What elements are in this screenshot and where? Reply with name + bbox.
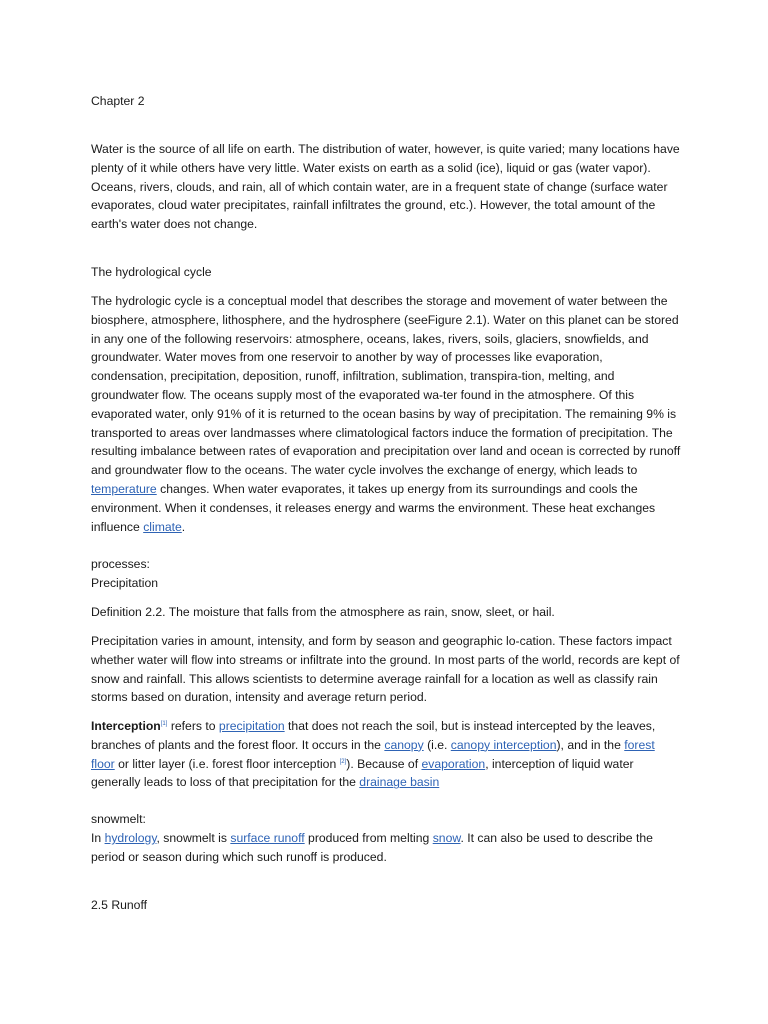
hydrology-link[interactable]: hydrology bbox=[104, 831, 157, 845]
snowmelt-text-2: , snowmelt is bbox=[156, 831, 227, 845]
canopy-link[interactable]: canopy bbox=[384, 737, 424, 752]
interception-text-4: ), and in the bbox=[556, 737, 621, 752]
evaporation-link[interactable]: evaporation bbox=[421, 756, 486, 771]
snow-link[interactable]: snow bbox=[432, 831, 461, 845]
snowmelt-paragraph bbox=[91, 829, 681, 867]
intro-paragraph: Water is the source of all life on earth. The distribution of water, however, is quite varied; many locations have plenty of it while others have very little. Water exists on earth as a solid (ice), liquid or gas (water vapor). Oceans, rivers, clouds, and rain, all of which contain water, are in a frequent state of change (surface water evaporates, cloud water precipitates, rainfall infiltrates the ground, etc.). However, the total amount of the earth's water does not change. bbox=[91, 142, 680, 232]
snowmelt-text-4: . It can also be used to describe the period or season during which such runoff is produced. bbox=[91, 831, 653, 864]
precipitation-paragraph: Precipitation varies in amount, intensity, and form by season and geographic lo-cation. These factors impact whether water will flow into streams or infiltrate into the ground. In most parts of the world, records are kept of snow and rainfall. This allows scientists to determine average rainfall for a location as well as classify rain storms based on duration, intensity and average return period. bbox=[91, 634, 680, 705]
interception-text-5: or litter layer (i.e. forest floor interception bbox=[118, 756, 337, 771]
runoff-heading: 2.5 Runoff bbox=[91, 898, 148, 912]
citation-2[interactable]: [2] bbox=[339, 758, 347, 765]
snowmelt-text-3: produced from melting bbox=[308, 831, 430, 845]
processes-label: processes: bbox=[91, 557, 150, 571]
surface-runoff-link[interactable]: surface runoff bbox=[230, 831, 305, 845]
precipitation-heading: Precipitation bbox=[91, 576, 159, 590]
interception-text-1: refers to bbox=[170, 719, 216, 733]
forest-floor-link[interactable]: forest floor bbox=[91, 737, 655, 771]
snowmelt-text-1: In bbox=[91, 831, 102, 845]
precipitation-link[interactable]: precipitation bbox=[218, 719, 285, 733]
interception-text-2: that does not reach the soil, but is instead intercepted by the leaves, branches of plants and the forest floor. It occurs in the bbox=[91, 719, 656, 752]
hydro-text: The hydrologic cycle is a conceptual model that describes the storage and movement of water between the biosphere, atmosphere, lithosphere, and the hydrosphere (seeFigure 2.1). Water on this planet can be stored in any one of the following reservoirs: atmosphere, oceans, lakes, rivers, soils, glaciers, snowfields, and groundwater. Water moves from one reservoir to another by way of processes like evaporation, condensation, precipitation, deposition, runoff, infiltration, sublimation, transpira-tion, melting, and groundwater flow. The oceans supply most of the evaporated wa-ter found in the atmosphere. Of this evaporated water, only 91% of it is returned to the ocean basins by way of precipitation. The remaining 9% is transported to areas over landmasses where climatological factors induce the formation of precipitation. The resulting imbalance between rates of evaporation and precipitation over land and ocean is corrected by runoff and groundwater flow to the oceans. The water cycle involves the exchange of energy, which leads to bbox=[91, 294, 681, 478]
hydro-end-text: . bbox=[181, 519, 186, 534]
canopy-interception-link[interactable]: canopy interception bbox=[450, 737, 557, 752]
interception-text-3: (i.e. bbox=[427, 737, 448, 752]
drainage-basin-link[interactable]: drainage basin bbox=[359, 775, 440, 790]
hydrological-cycle-paragraph bbox=[91, 292, 681, 536]
climate-link[interactable]: climate bbox=[143, 519, 182, 534]
hydrological-cycle-heading: The hydrological cycle bbox=[91, 265, 212, 279]
hydro-mid-text: changes. When water evaporates, it takes up energy from its surroundings and cools the environment. When it condenses, it releases energy and warms the environment. These heat exchanges influence bbox=[91, 481, 656, 534]
chapter-title: Chapter 2 bbox=[91, 94, 145, 108]
snowmelt-label: snowmelt: bbox=[91, 812, 146, 826]
interception-term: Interception bbox=[91, 719, 161, 733]
definition-2-2: Definition 2.2. The moisture that falls from the atmosphere as rain, snow, sleet, or hail. bbox=[91, 605, 555, 619]
interception-text-7: , interception of liquid water generally leads to loss of that precipitation for the bbox=[91, 756, 634, 790]
temperature-link[interactable]: temperature bbox=[91, 481, 157, 496]
citation-1[interactable]: [1] bbox=[160, 720, 168, 727]
interception-paragraph bbox=[91, 717, 681, 792]
interception-text-6: ). Because of bbox=[346, 756, 419, 771]
